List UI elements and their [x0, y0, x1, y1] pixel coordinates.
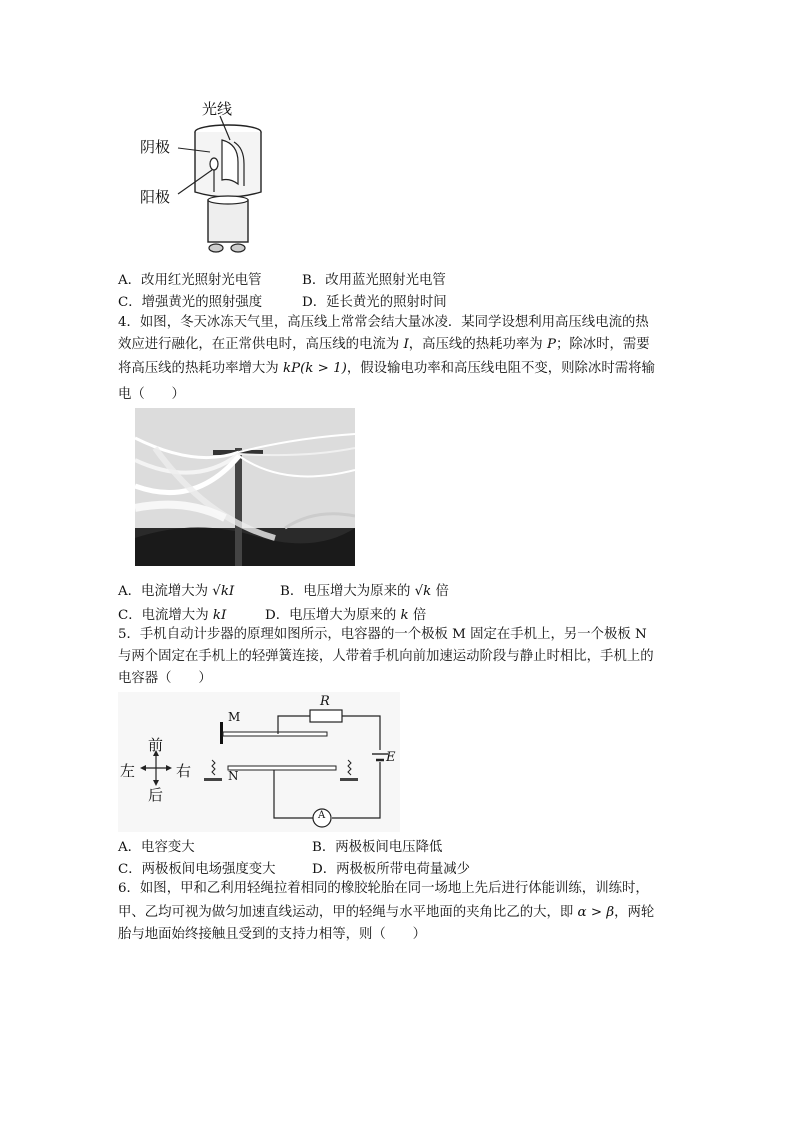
ice-powerline-photo [135, 408, 355, 566]
label-right: 右 [176, 762, 192, 780]
q4-line-2: 效应进行融化，在正常供电时，高压线的电流为 I，高压线的热耗功率为 P；除冰时，需要 [118, 337, 650, 352]
label-light: 光线 [202, 100, 233, 118]
q3-option-a: A．改用红光照射光电管 [118, 273, 262, 288]
q6-line-2: 甲、乙均可视为做匀加速直线运动，甲的轻绳与水平地面的夹角比乙的大，即 α > β，两轮 [118, 905, 655, 920]
q5-option-c: C．两极板间电场强度变大 [118, 862, 276, 877]
q5-option-b: B．两极板间电压降低 [312, 840, 443, 855]
q5-line-1: 5．手机自动计步器的原理如图所示，电容器的一个极板 M 固定在手机上，另一个极板 N [118, 627, 647, 642]
label-left: 左 [120, 762, 136, 780]
label-ammeter: A [318, 810, 326, 821]
q4-option-c: C．电流增大为 kI [118, 608, 227, 623]
q3-option-b: B．改用蓝光照射光电管 [302, 273, 446, 288]
q6-line-1: 6．如图，甲和乙利用轻绳拉着相同的橡胶轮胎在同一场地上先后进行体能训练，训练时， [118, 881, 649, 896]
label-cathode: 阴极 [140, 138, 171, 156]
q4-line-3: 将高压线的热耗功率增大为 kP(k > 1)，假设输电功率和高压线电阻不变，则除冰时需将输 [118, 361, 655, 376]
q3-option-c: C．增强黄光的照射强度 [118, 295, 263, 310]
label-plate-m: M [228, 710, 241, 724]
q4-option-a: A．电流增大为 √kI [118, 584, 235, 599]
label-plate-n: N [228, 769, 239, 783]
q4-line-4: 电（ ） [118, 387, 185, 402]
q6-line-3: 胎与地面始终接触且受到的支持力相等，则（ ） [118, 927, 426, 942]
q5-line-3: 电容器（ ） [118, 671, 212, 686]
q5-option-d: D．两极板所带电荷量减少 [312, 862, 471, 877]
label-emf: E [386, 750, 396, 765]
pedometer-circuit-figure [118, 692, 400, 832]
label-resistor: R [320, 694, 330, 709]
label-anode: 阳极 [140, 188, 171, 206]
q3-option-d: D．延长黄光的照射时间 [302, 295, 447, 310]
q4-option-b: B．电压增大为原来的 √k 倍 [280, 584, 449, 599]
q5-option-a: A．电容变大 [118, 840, 195, 855]
photocell-figure [138, 92, 268, 257]
label-back: 后 [148, 786, 164, 804]
q5-line-2: 与两个固定在手机上的轻弹簧连接，人带着手机向前加速运动阶段与静止时相比，手机上的 [118, 649, 654, 664]
q4-line-1: 4．如图，冬天冰冻天气里，高压线上常常会结大量冰凌．某同学设想利用高压线电流的热 [118, 315, 649, 330]
q4-option-d: D．电压增大为原来的 k 倍 [265, 608, 427, 623]
label-front: 前 [148, 736, 164, 754]
